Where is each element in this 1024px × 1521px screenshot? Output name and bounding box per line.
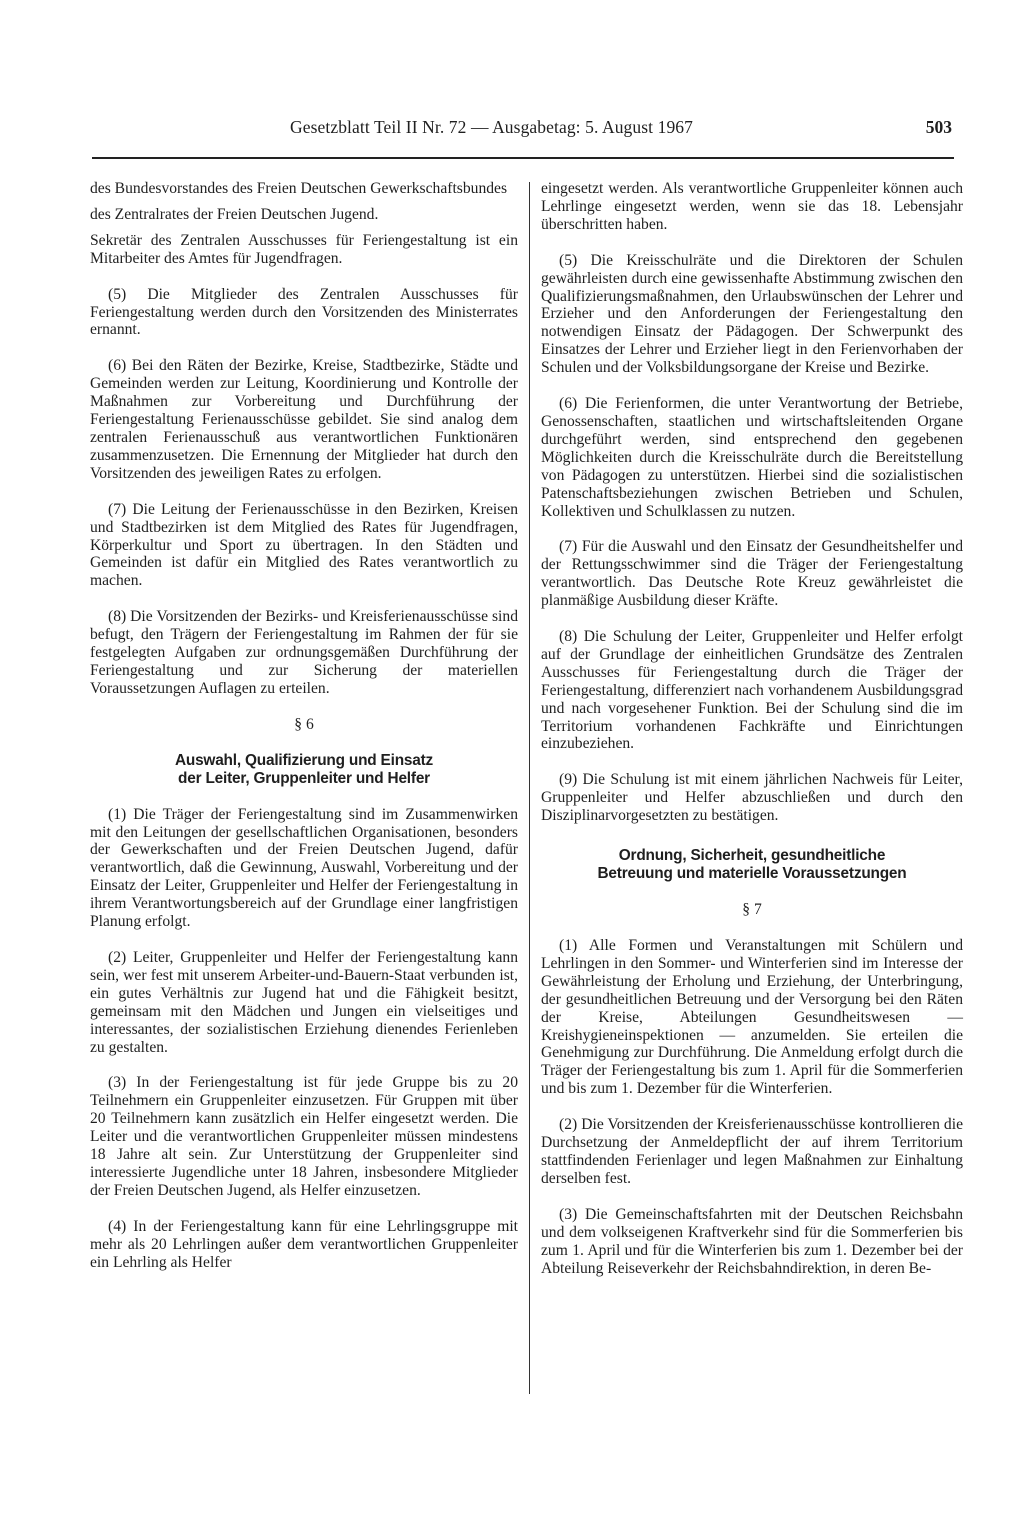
paragraph: (1) Die Träger der Feriengestaltung sind im Zusammenwirken mit den Leitungen der gesellschaftlichen Organisationen, besonders der Gewerkschaften und der Freien Deutschen Jugend, dafür verantwortlich, daß die Gewinnung, Auswahl, Vorbereitung und der Einsatz der Leiter, Gruppenleiter und Helfer der Feriengestaltung in ihrem Verantwortungsbereich auf der Grundlage einer langfristigen Planung erfolgt.	[90, 805, 518, 931]
paragraph: (1) Alle Formen und Veranstaltungen mit Schülern und Lehrlingen in den Sommer- und Winterferien sind im Interesse der Gewährleistung der Erholung und Erziehung, der Unterbringung, der gesundheitlichen Betreuung und der Versorgung bei den Räten der Kreise, Abteilungen Gesundheitswesen — Kreishygieneinspektionen — anzumelden. Sie erteilen die Genehmigung zur Durchführung. Die Anmeldung erfolgt durch die Träger der Feriengestaltung bis zum 1. April für die Sommerferien und bis zum 1. Dezember für die Winterferien.	[541, 937, 963, 1098]
paragraph: des Bundesvorstandes des Freien Deutschen Gewerkschaftsbundes	[90, 180, 508, 197]
paragraph: eingesetzt werden. Als verantwortliche Gruppenleiter können auch Lehrlinge eingesetzt werden, wenn sie das 18. Lebensjahr überschritten haben.	[541, 180, 963, 233]
header-rule	[92, 157, 954, 159]
paragraph: Sekretär des Zentralen Ausschusses für Feriengestaltung ist ein Mitarbeiter des Amtes für Jugendfragen.	[90, 231, 518, 267]
paragraph: (6) Bei den Räten der Bezirke, Kreise, Stadtbezirke, Städte und Gemeinden werden zur Leitung, Koordinierung und Kontrolle der Maßnahmen zur Vorbereitung und Durchführung der Feriengestaltung Ferienausschüsse gebildet. Sie sind analog dem zentralen Ferienausschuß aus verantwortlichen Funktionären zusammenzusetzen. Die Ernennung der Mitglieder hat durch den Vorsitzenden des jeweiligen Rates zu erfolgen.	[90, 357, 518, 482]
paragraph: (7) Für die Auswahl und den Einsatz der Gesundheitshelfer und der Rettungsschwimmer sind die Träger der Feriengestaltung verantwortlich. Das Deutsche Rote Kreuz gewährleistet die planmäßige Ausbildung dieser Kräfte.	[541, 538, 963, 610]
section-heading-line: der Leiter, Gruppenleiter und Helfer	[178, 769, 430, 787]
paragraph: (9) Die Schulung ist mit einem jährlichen Nachweis für Leiter, Gruppenleiter und Helfer abzuschließen und durch den Disziplinarvorgesetzten zu bestätigen.	[541, 771, 963, 825]
left-column	[90, 180, 518, 1285]
paragraph: (6) Die Ferienformen, die unter Verantwortung der Betriebe, Genossenschaften, staatlichen und wirtschaftsleitenden Organe durchgeführt werden, sind entsprechend den gegebenen Möglichkeiten durch die Kreisschulräte durch die Bereitstellung von Pädagogen zu unterstützen. Hierbei sind die sozialistischen Patenschaftsbeziehungen zwischen Betrieben und Schulen, Kollektiven und Schulklassen zu nutzen.	[541, 395, 963, 520]
paragraph: (8) Die Vorsitzenden der Bezirks- und Kreisferienausschüsse sind befugt, den Trägern der Feriengestaltung im Rahmen der für sie festgelegten Aufgaben zur ordnungsgemäßen Durchführung der Feriengestaltung und zur Sicherung der materiellen Voraussetzungen Auflagen zu erteilen.	[90, 608, 518, 697]
section-number: § 7	[742, 901, 762, 919]
section-heading-line: Ordnung, Sicherheit, gesundheitliche	[618, 847, 886, 865]
right-column	[541, 180, 963, 1290]
section-heading-line: Betreuung und materielle Voraussetzungen	[597, 865, 907, 883]
paragraph: (8) Die Schulung der Leiter, Gruppenleiter und Helfer erfolgt auf der Grundlage der einheitlichen Grundsätze des Zentralen Ausschusses für Feriengestaltung durch die Träger der Feriengestaltung, differenziert nach vorhandenem Ausbildungsgrad und nach vorgesehener Funktion. Bei der Schulung sind die im Territorium vorhandenen Fachkräfte und Einrichtungen einzubeziehen.	[541, 628, 963, 753]
paragraph: (2) Leiter, Gruppenleiter und Helfer der Feriengestaltung kann sein, wer fest mit unserem Arbeiter-und-Bauern-Staat verbunden ist, ein gutes Verhältnis zur Jugend hat und die Fähigkeit besitzt, gemeinsam mit den Mädchen und Jungen ein vielseitiges und interessantes, der sozialistischen Erziehung dienendes Ferienleben zu gestalten.	[90, 949, 518, 1056]
paragraph: (3) In der Feriengestaltung ist für jede Gruppe bis zu 20 Teilnehmern ein Gruppenleiter einzusetzen. Für Gruppen mit über 20 Teilnehmern kann zusätzlich ein Helfer eingesetzt werden. Die Leiter und die verantwortlichen Gruppenleiter müssen mindestens 18 Jahre alt sein. Zur Unterstützung der Gruppenleiter sind interessierte Jugendliche unter 18 Jahren, insbesondere Mitglieder der Freien Deutschen Jugend, als Helfer einzusetzen.	[90, 1074, 518, 1199]
section-heading	[90, 752, 518, 788]
paragraph: (7) Die Leitung der Ferienausschüsse in den Bezirken, Kreisen und Stadtbezirken ist dem Mitglied des Rates für Jugendfragen, Körperkultur und Sport zu übertragen. In den Städten und Gemeinden ist dafür ein Mitglied des Rates verantwortlich zu machen.	[90, 500, 518, 590]
paragraph: (5) Die Mitglieder des Zentralen Ausschusses für Feriengestaltung werden durch den Vorsitzenden des Ministerrates ernannt.	[90, 285, 518, 339]
paragraph: (2) Die Vorsitzenden der Kreisferienausschüsse kontrollieren die Durchsetzung der Anmeldepflicht der auf ihrem Territorium stattfindenden Ferienlager und legen Maßnahmen zur Einhaltung derselben fest.	[541, 1116, 963, 1187]
paragraph: (5) Die Kreisschulräte und die Direktoren der Schulen gewährleisten durch eine gewissenhafte Abstimmung zwischen den Qualifizierungsmaßnahmen, den Urlaubswünschen der Lehrer und Erzieher und den Anforderungen der Feriengestaltung den notwendigen Einsatz der Pädagogen. Der Schwerpunkt des Einsatzes der Lehrer und Erzieher liegt in den Ferienvorhaben der Schulen und der Volksbildungsorgane der Kreise und Bezirke.	[541, 251, 963, 377]
paragraph: des Zentralrates der Freien Deutschen Jugend.	[90, 205, 379, 223]
section-heading	[541, 847, 963, 883]
paragraph: (4) In der Feriengestaltung kann für eine Lehrlingsgruppe mit mehr als 20 Lehrlingen außer dem verantwortlichen Gruppenleiter ein Lehrling als Helfer	[90, 1217, 518, 1271]
section-number: § 6	[294, 715, 314, 733]
page-header	[92, 117, 952, 147]
page-number: 503	[925, 117, 952, 137]
gazette-title: Gesetzblatt Teil II Nr. 72 — Ausgabetag: 5. August 1967	[290, 117, 693, 137]
column-divider	[529, 182, 530, 1394]
section-heading-line: Auswahl, Qualifizierung und Einsatz	[174, 751, 434, 769]
paragraph: (3) Die Gemeinschaftsfahrten mit der Deutschen Reichsbahn und dem volkseigenen Kraftverkehr sind für die Sommerferien bis zum 1. April und für die Winterferien bis zum 1. Dezember bei der Abteilung Reiseverkehr der Reichsbahndirektion, in deren Be-	[541, 1205, 963, 1277]
